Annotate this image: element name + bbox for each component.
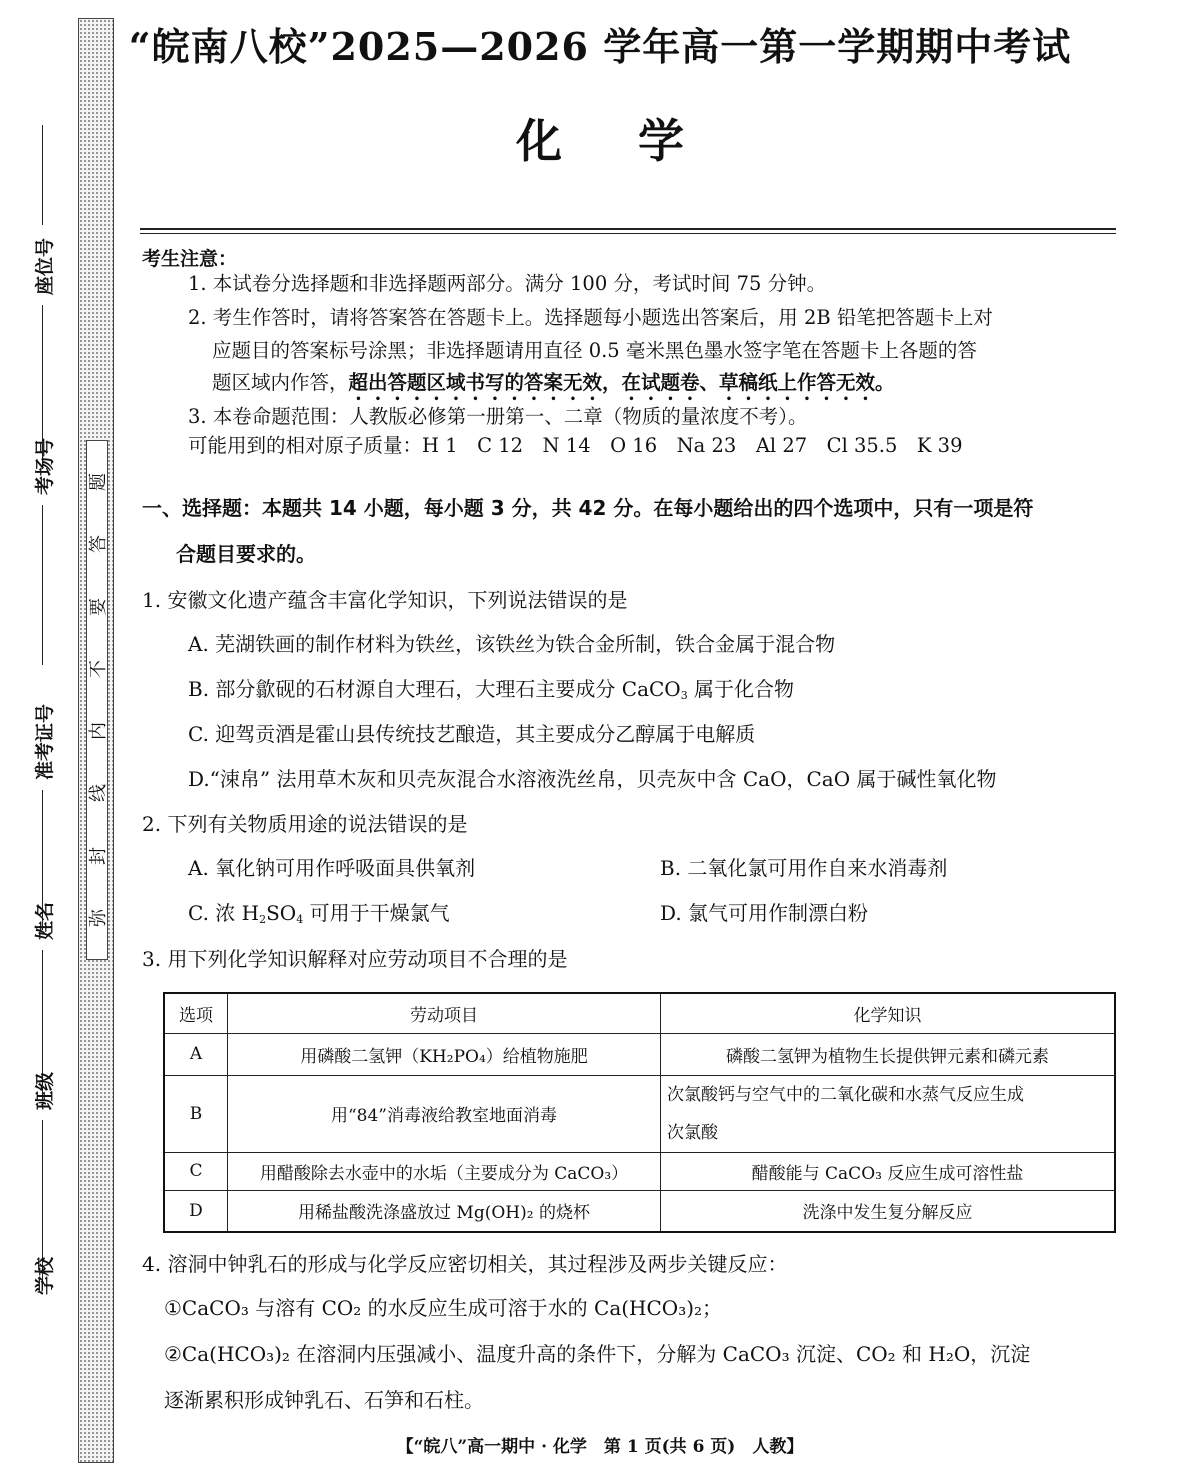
notice-emphasis: 超出答题区域书写的答案无效，在试题卷、草稿纸上作答无效。 — [348, 371, 895, 394]
question-1-option-d: D.“涑帛” 法用草木灰和贝壳灰混合水溶液洗丝帛，贝壳灰中含 CaO，CaO 属于碱性氧化物 — [188, 767, 997, 791]
question-4-stem: 4. 溶洞中钟乳石的形成与化学反应密切相关，其过程涉及两步关键反应： — [142, 1252, 788, 1276]
question-4-reaction-2: ②Ca(HCO₃)₂ 在溶洞内压强减小、温度升高的条件下，分解为 CaCO₃ 沉淀、CO₂ 和 H₂O，沉淀 — [164, 1342, 1031, 1366]
notice-item-2: 2. 考生作答时，请将答案答在答题卡上。选择题每小题选出答案后，用 2B 铅笔把答题卡上对 — [188, 306, 993, 329]
table-cell: A — [164, 1033, 228, 1075]
subscript: 4 — [296, 913, 304, 926]
question-2-option-a: A. 氧化钠可用作呼吸面具供氧剂 — [188, 856, 476, 880]
header-rule — [140, 228, 1116, 230]
table-cell: 用“84”消毒液给教室地面消毒 — [228, 1075, 661, 1152]
warning-char: 线 — [88, 784, 109, 803]
question-1-stem: 1. 安徽文化遗产蕴含丰富化学知识，下列说法错误的是 — [142, 588, 628, 612]
subject-char: 学 — [638, 114, 684, 168]
warning-char: 内 — [88, 722, 109, 741]
question-2-stem: 2. 下列有关物质用途的说法错误的是 — [142, 812, 468, 836]
seal-line-warning — [86, 440, 108, 960]
table-cell: 用稀盐酸洗涤盛放过 Mg(OH)₂ 的烧杯 — [228, 1190, 661, 1232]
class-label: 班级 — [34, 1071, 56, 1110]
exam-title: “皖南八校”2025—2026 学年高一第一学期期中考试 — [128, 24, 1072, 69]
warning-char: 要 — [88, 597, 109, 616]
question-3-stem: 3. 用下列化学知识解释对应劳动项目不合理的是 — [142, 947, 568, 971]
page-footer: 【“皖八”高一期中 · 化学 第 1 页(共 6 页) 人教】 — [396, 1437, 804, 1457]
table-cell: 用磷酸二氢钾（KH₂PO₄）给植物施肥 — [228, 1033, 661, 1075]
table-cell: B — [164, 1075, 228, 1152]
question-2-option-d: D. 氯气可用作制漂白粉 — [660, 901, 869, 925]
question-3-table — [163, 992, 1116, 1233]
table-header: 选项 — [164, 993, 228, 1033]
warning-char: 封 — [88, 846, 109, 865]
notice-item-2-end — [212, 369, 895, 405]
warning-char: 弥 — [88, 908, 109, 927]
table-row — [164, 1075, 1115, 1152]
name-label: 姓名 — [34, 901, 56, 940]
notice-item-1: 1. 本试卷分选择题和非选择题两部分。满分 100 分，考试时间 75 分钟。 — [188, 272, 827, 295]
question-4-reaction-1: ①CaCO₃ 与溶有 CO₂ 的水反应生成可溶于水的 Ca(HCO₃)₂； — [164, 1296, 723, 1320]
subject-title — [0, 105, 1200, 171]
subject-char: 化 — [516, 114, 562, 168]
question-2-option-c — [188, 899, 450, 934]
section-heading: 一、选择题：本题共 14 小题，每小题 3 分，共 42 分。在每小题给出的四个选项中，只有一项是符 — [142, 496, 1034, 520]
table-header: 劳动项目 — [228, 993, 661, 1033]
table-cell: 用醋酸除去水壶中的水垢（主要成分为 CaCO₃） — [228, 1152, 661, 1190]
option-text: 可用于干燥氯气 — [303, 901, 450, 925]
school-label: 学校 — [34, 1256, 56, 1295]
warning-char: 题 — [88, 473, 109, 491]
exam-room-label: 考场号 — [34, 437, 56, 495]
table-cell: 洗涤中发生复分解反应 — [661, 1190, 1116, 1232]
cell-line: 次氯酸 — [667, 1122, 718, 1143]
notice-item-3: 3. 本卷命题范围：人教版必修第一册第一、二章（物质的量浓度不考）。 — [188, 405, 808, 428]
table-header-row — [164, 993, 1115, 1033]
option-text: C. 浓 H — [188, 901, 260, 925]
header-rule — [140, 233, 1116, 234]
option-text: B. 部分歙砚的石材源自大理石，大理石主要成分 CaCO — [188, 677, 681, 701]
section-heading-cont: 合题目要求的。 — [176, 542, 316, 566]
option-text: SO — [266, 901, 297, 925]
question-1-option-b — [188, 675, 794, 710]
table-cell — [661, 1075, 1116, 1152]
notice-text: 题区域内作答， — [212, 371, 349, 394]
question-1-option-a: A. 芜湖铁画的制作材料为铁丝，该铁丝为铁合金所制，铁合金属于混合物 — [188, 632, 836, 656]
notice-heading: 考生注意： — [142, 248, 238, 270]
seat-number-label: 座位号 — [34, 237, 56, 295]
question-2-option-b: B. 二氧化氯可用作自来水消毒剂 — [660, 856, 948, 880]
subscript: 2 — [259, 913, 267, 926]
table-row — [164, 1033, 1115, 1075]
subscript: 3 — [680, 689, 688, 702]
warning-char: 不 — [88, 659, 109, 678]
atomic-masses: 可能用到的相对原子质量：H 1 C 12 N 14 O 16 Na 23 Al 27 Cl 35.5 K 39 — [188, 434, 963, 457]
warning-char: 答 — [88, 535, 109, 554]
table-cell: 磷酸二氢钾为植物生长提供钾元素和磷元素 — [661, 1033, 1116, 1075]
ticket-number-label: 准考证号 — [34, 703, 56, 780]
option-text: 属于化合物 — [687, 677, 795, 701]
table-cell: 醋酸能与 CaCO₃ 反应生成可溶性盐 — [661, 1152, 1116, 1190]
table-cell: C — [164, 1152, 228, 1190]
question-1-option-c: C. 迎驾贡酒是霍山县传统技艺酿造，其主要成分乙醇属于电解质 — [188, 722, 756, 746]
notice-item-2-cont: 应题目的答案标号涂黑；非选择题请用直径 0.5 毫米黑色墨水签字笔在答题卡上各题的答 — [212, 339, 977, 362]
table-cell: D — [164, 1190, 228, 1232]
table-row — [164, 1152, 1115, 1190]
table-row — [164, 1190, 1115, 1232]
question-4-reaction-2-cont: 逐渐累积形成钟乳石、石笋和石柱。 — [164, 1388, 484, 1412]
cell-line: 次氯酸钙与空气中的二氧化碳和水蒸气反应生成 — [667, 1084, 1024, 1105]
table-header: 化学知识 — [661, 993, 1116, 1033]
